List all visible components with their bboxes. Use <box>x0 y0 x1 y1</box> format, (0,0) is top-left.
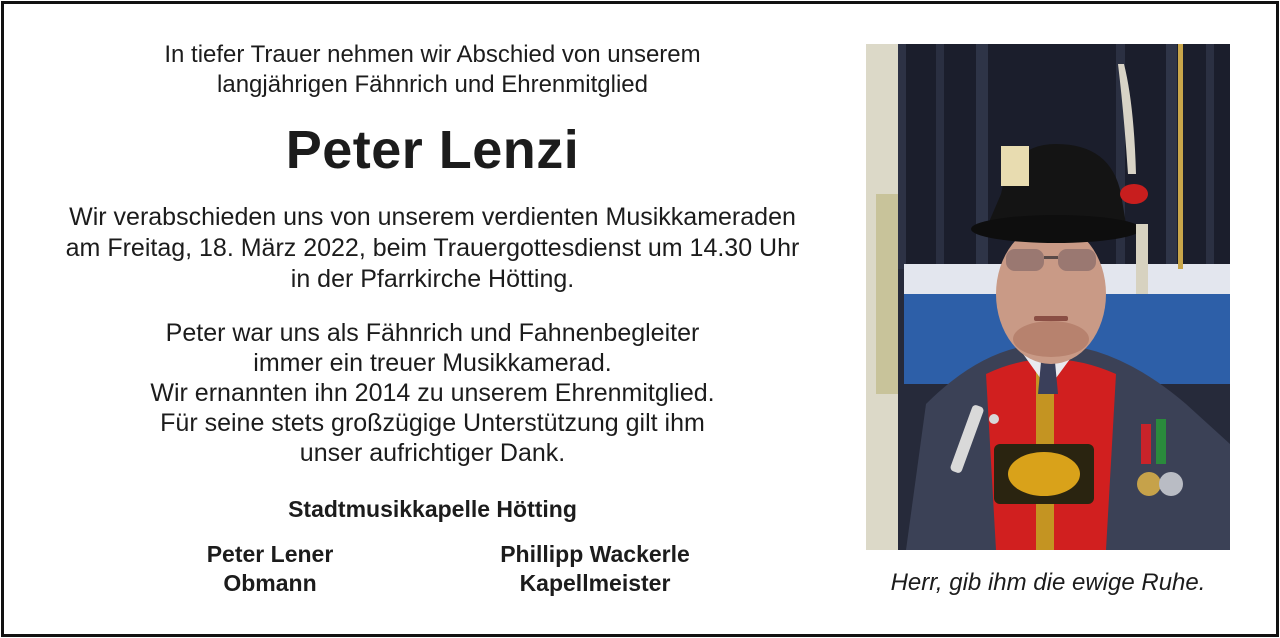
signatory-name: Phillipp Wackerle <box>500 541 690 567</box>
signatory-name: Peter Lener <box>206 541 334 567</box>
organization-name: Stadtmusikkapelle Hötting <box>288 496 577 522</box>
tribute-line: Peter war uns als Fähnrich und Fahnenbegleiter <box>165 319 700 347</box>
portrait-illustration <box>866 44 1230 550</box>
portrait-photo <box>866 44 1230 550</box>
tribute-line: Wir ernannten ihn 2014 zu unserem Ehrenmitglied. <box>150 379 715 407</box>
tribute-line: immer ein treuer Musikkamerad. <box>253 349 612 377</box>
signatory-role: Obmann <box>223 570 317 596</box>
signatory-role: Kapellmeister <box>519 570 671 596</box>
service-line: am Freitag, 18. März 2022, beim Trauergottesdienst um 14.30 Uhr <box>65 234 800 262</box>
tribute-line: Für seine stets großzügige Unterstützung gilt ihm <box>160 409 705 437</box>
service-line: Wir verabschieden uns von unserem verdienten Musikkameraden <box>69 203 796 231</box>
deceased-name: Peter Lenzi <box>285 120 580 180</box>
photo-caption: Herr, gib ihm die ewige Ruhe. <box>890 569 1206 596</box>
intro-line: langjährigen Fähnrich und Ehrenmitglied <box>217 71 648 98</box>
service-line: in der Pfarrkirche Hötting. <box>290 265 575 293</box>
intro-line: In tiefer Trauer nehmen wir Abschied von unserem <box>164 41 701 68</box>
signatory-bandmaster <box>445 540 745 598</box>
service-details <box>30 202 835 295</box>
intro-text <box>30 40 835 100</box>
tribute-line: unser aufrichtiger Dank. <box>299 439 566 467</box>
tribute-text <box>30 318 835 468</box>
signatory-chairman <box>120 540 420 598</box>
